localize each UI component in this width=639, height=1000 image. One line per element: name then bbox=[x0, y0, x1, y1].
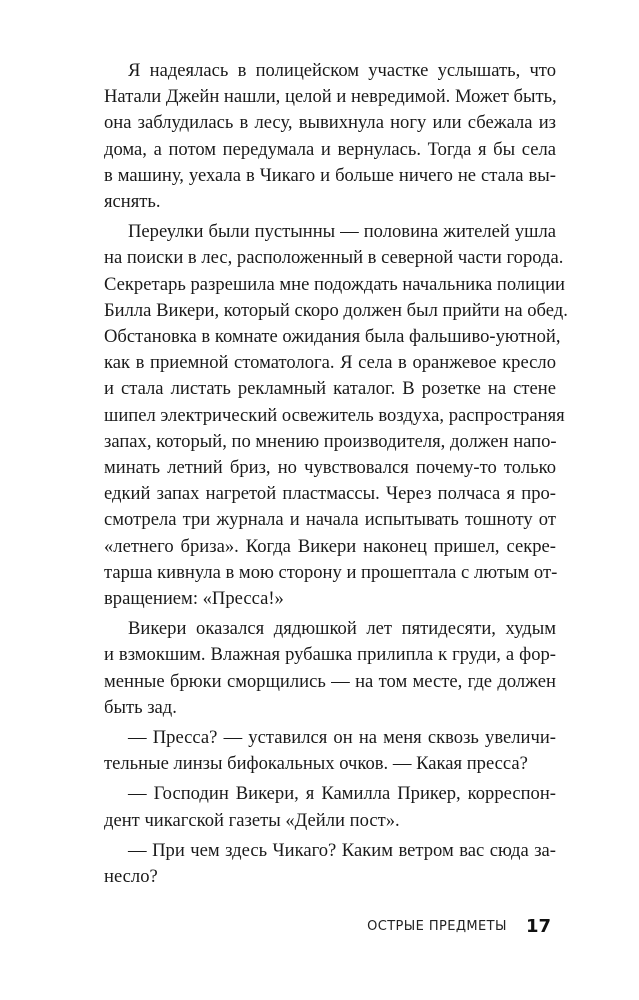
text-line: дент чикагской газеты «Дейли пост». bbox=[104, 809, 400, 831]
text-line: запах, который, по мнению производителя, должен напо- bbox=[104, 430, 557, 452]
text-line: «летнего бриза». Когда Викери наконец пришел, секре- bbox=[104, 535, 556, 557]
running-title: ОСТРЫЕ ПРЕДМЕТЫ bbox=[367, 919, 507, 934]
text-line: Обстановка в комнате ожидания была фальшиво-уютной, bbox=[104, 326, 561, 348]
text-line: несло? bbox=[104, 866, 158, 888]
text-line: тельные линзы бифокальных очков. — Какая пресса? bbox=[104, 753, 528, 775]
page-footer bbox=[0, 916, 551, 937]
text-line: шипел электрический освежитель воздуха, распространяя bbox=[104, 404, 565, 426]
text-line: Натали Джейн нашли, целой и невредимой. Может быть, bbox=[104, 86, 557, 108]
paragraph-1 bbox=[104, 58, 556, 215]
text-line: Секретарь разрешила мне подождать начальника полиции bbox=[104, 273, 565, 295]
text-line: едкий запах нагретой пластмассы. Через полчаса я про- bbox=[104, 483, 556, 505]
page-body bbox=[104, 58, 568, 894]
text-line: как в приемной стоматолога. Я села в оранжевое кресло bbox=[104, 352, 556, 374]
text-line: и взмокшим. Влажная рубашка прилипла к груди, а фор- bbox=[104, 644, 556, 666]
text-line: на поиски в лес, расположенный в северной части города. bbox=[104, 247, 564, 269]
text-line: тарша кивнула в мою сторону и прошептала с лютым от- bbox=[104, 561, 558, 583]
paragraph-3 bbox=[104, 616, 556, 721]
text-line: — Господин Викери, я Камилла Прикер, корреспон- bbox=[128, 783, 556, 805]
text-line: смотрела три журнала и начала испытывать тошноту от bbox=[104, 509, 556, 531]
paragraph-5 bbox=[104, 781, 556, 833]
text-line: — Пресса? — уставился он на меня сквозь увеличи- bbox=[128, 727, 556, 749]
text-line: дома, а потом передумала и вернулась. Тогда я бы села bbox=[104, 138, 556, 160]
text-line: — При чем здесь Чикаго? Каким ветром вас сюда за- bbox=[128, 839, 556, 861]
text-line: минать летний бриз, но чувствовался почему-то только bbox=[104, 457, 556, 479]
text-line: Переулки были пустынны — половина жителей ушла bbox=[128, 221, 556, 243]
text-line: в машину, уехала в Чикаго и больше ничего не стала вы- bbox=[104, 164, 556, 186]
text-line: она заблудилась в лесу, вывихнула ногу или сбежала из bbox=[104, 112, 556, 134]
page-number: 17 bbox=[525, 916, 551, 937]
text-line: яснять. bbox=[104, 191, 161, 213]
text-line: Викери оказался дядюшкой лет пятидесяти, худым bbox=[128, 618, 556, 640]
text-line: быть зад. bbox=[104, 696, 177, 718]
text-line: вращением: «Пресса!» bbox=[104, 588, 284, 610]
paragraph-2 bbox=[104, 219, 568, 612]
paragraph-4 bbox=[104, 725, 556, 777]
paragraph-6 bbox=[104, 838, 556, 890]
text-line: Билла Викери, который скоро должен был прийти на обед. bbox=[104, 299, 568, 321]
text-line: Я надеялась в полицейском участке услышать, что bbox=[128, 60, 556, 81]
text-line: и стала листать рекламный каталог. В розетке на стене bbox=[104, 378, 556, 400]
text-line: менные брюки сморщились — на том месте, где должен bbox=[104, 670, 556, 692]
